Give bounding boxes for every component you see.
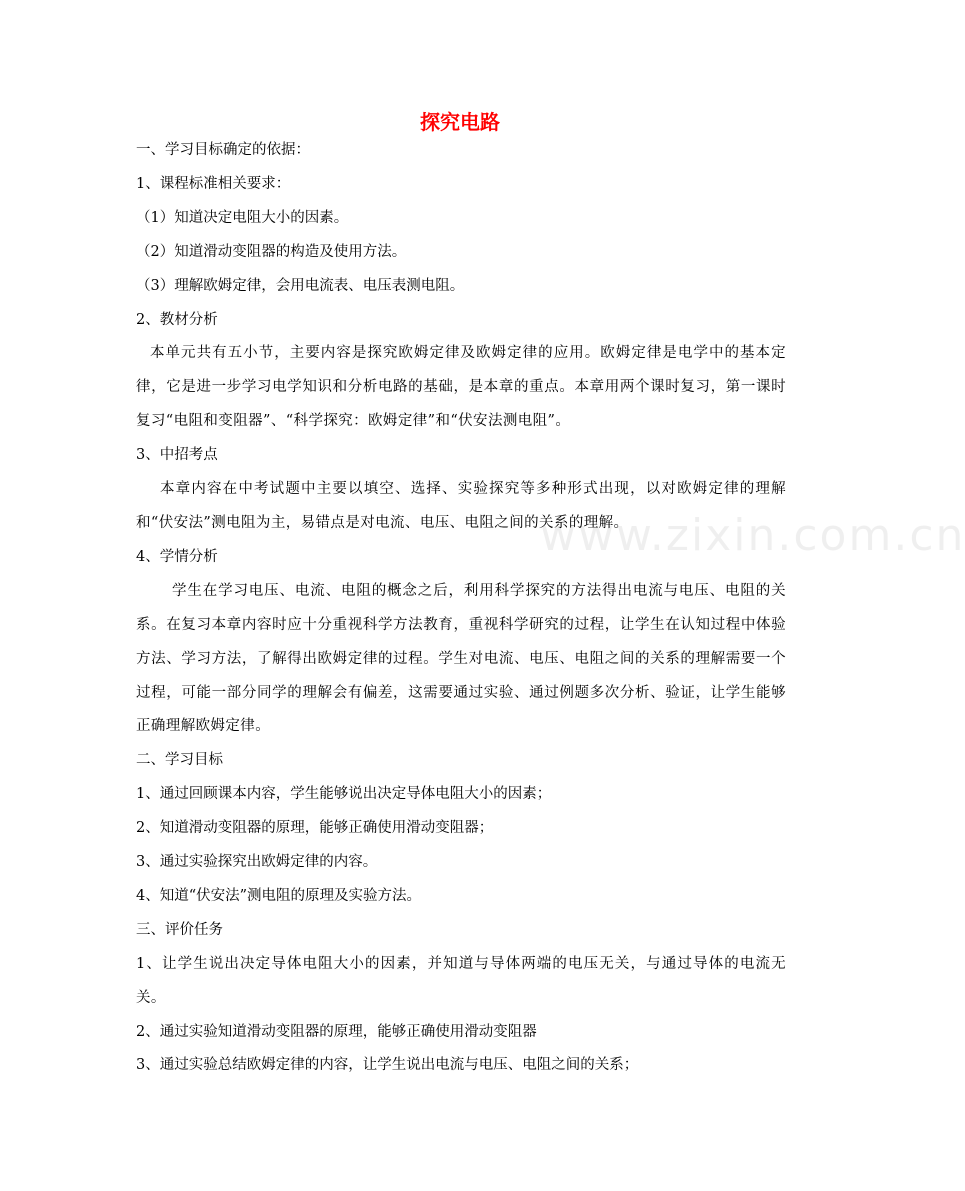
body-line: （1）知道决定电阻大小的因素。: [136, 209, 349, 226]
body-paragraph: 1、让学生说出决定导体电阻大小的因素，并知道与导体两端的电压无关，与通过导体的电流无关。: [136, 955, 786, 1006]
body-line: 3、中招考点: [136, 447, 218, 464]
document-body: [136, 134, 786, 1083]
body-line: 1、课程标准相关要求：: [136, 175, 291, 192]
body-line: （3）理解欧姆定律，会用电流表、电压表测电阻。: [136, 277, 465, 294]
body-paragraph: 本章内容在中考试题中主要以填空、选择、实验探究等多种形式出现，以对欧姆定律的理解和“伏安法”测电阻为主，易错点是对电流、电压、电阻之间的关系的理解。: [136, 481, 786, 531]
body-line: 三、评价任务: [136, 921, 223, 938]
body-line: 二、学习目标: [136, 752, 223, 769]
body-line: 4、学情分析: [136, 548, 218, 565]
body-line: 3、通过实验总结欧姆定律的内容，让学生说出电流与电压、电阻之间的关系；: [136, 1057, 639, 1074]
body-line: 2、教材分析: [136, 311, 218, 328]
body-line: 4、知道“伏安法”测电阻的原理及实验方法。: [136, 887, 422, 904]
body-line: 1、通过回顾课本内容，学生能够说出决定导体电阻大小的因素；: [136, 786, 552, 803]
body-line: 2、知道滑动变阻器的原理，能够正确使用滑动变阻器；: [136, 820, 494, 837]
document-title: 探究电路: [420, 110, 500, 134]
body-line: 3、通过实验探究出欧姆定律的内容。: [136, 854, 378, 871]
body-line: （2）知道滑动变阻器的构造及使用方法。: [136, 243, 407, 260]
body-paragraph: 学生在学习电压、电流、电阻的概念之后，利用科学探究的方法得出电流与电压、电阻的关系。在复习本章内容时应十分重视科学方法教育，重视科学研究的过程，让学生在认知过程中体验方法、学习方法，了解得出欧姆定律的过程。学生对电流、电压、电阻之间的关系的理解需要一个过程，可能一部分同学的理解会有偏差，这需要通过实验、通过例题多次分析、验证，让学生能够正确理解欧姆定律。: [136, 582, 786, 735]
body-paragraph: 本单元共有五小节，主要内容是探究欧姆定律及欧姆定律的应用。欧姆定律是电学中的基本定律，它是进一步学习电学知识和分析电路的基础，是本章的重点。本章用两个课时复习，第一课时复习“电阻和变阻器”、“科学探究：欧姆定律”和“伏安法测电阻”。: [136, 345, 786, 430]
body-line: 2、通过实验知道滑动变阻器的原理，能够正确使用滑动变阻器: [136, 1023, 537, 1040]
watermark: www.zixin.com.cn: [540, 510, 965, 561]
body-line: 一、学习目标确定的依据：: [136, 142, 310, 158]
